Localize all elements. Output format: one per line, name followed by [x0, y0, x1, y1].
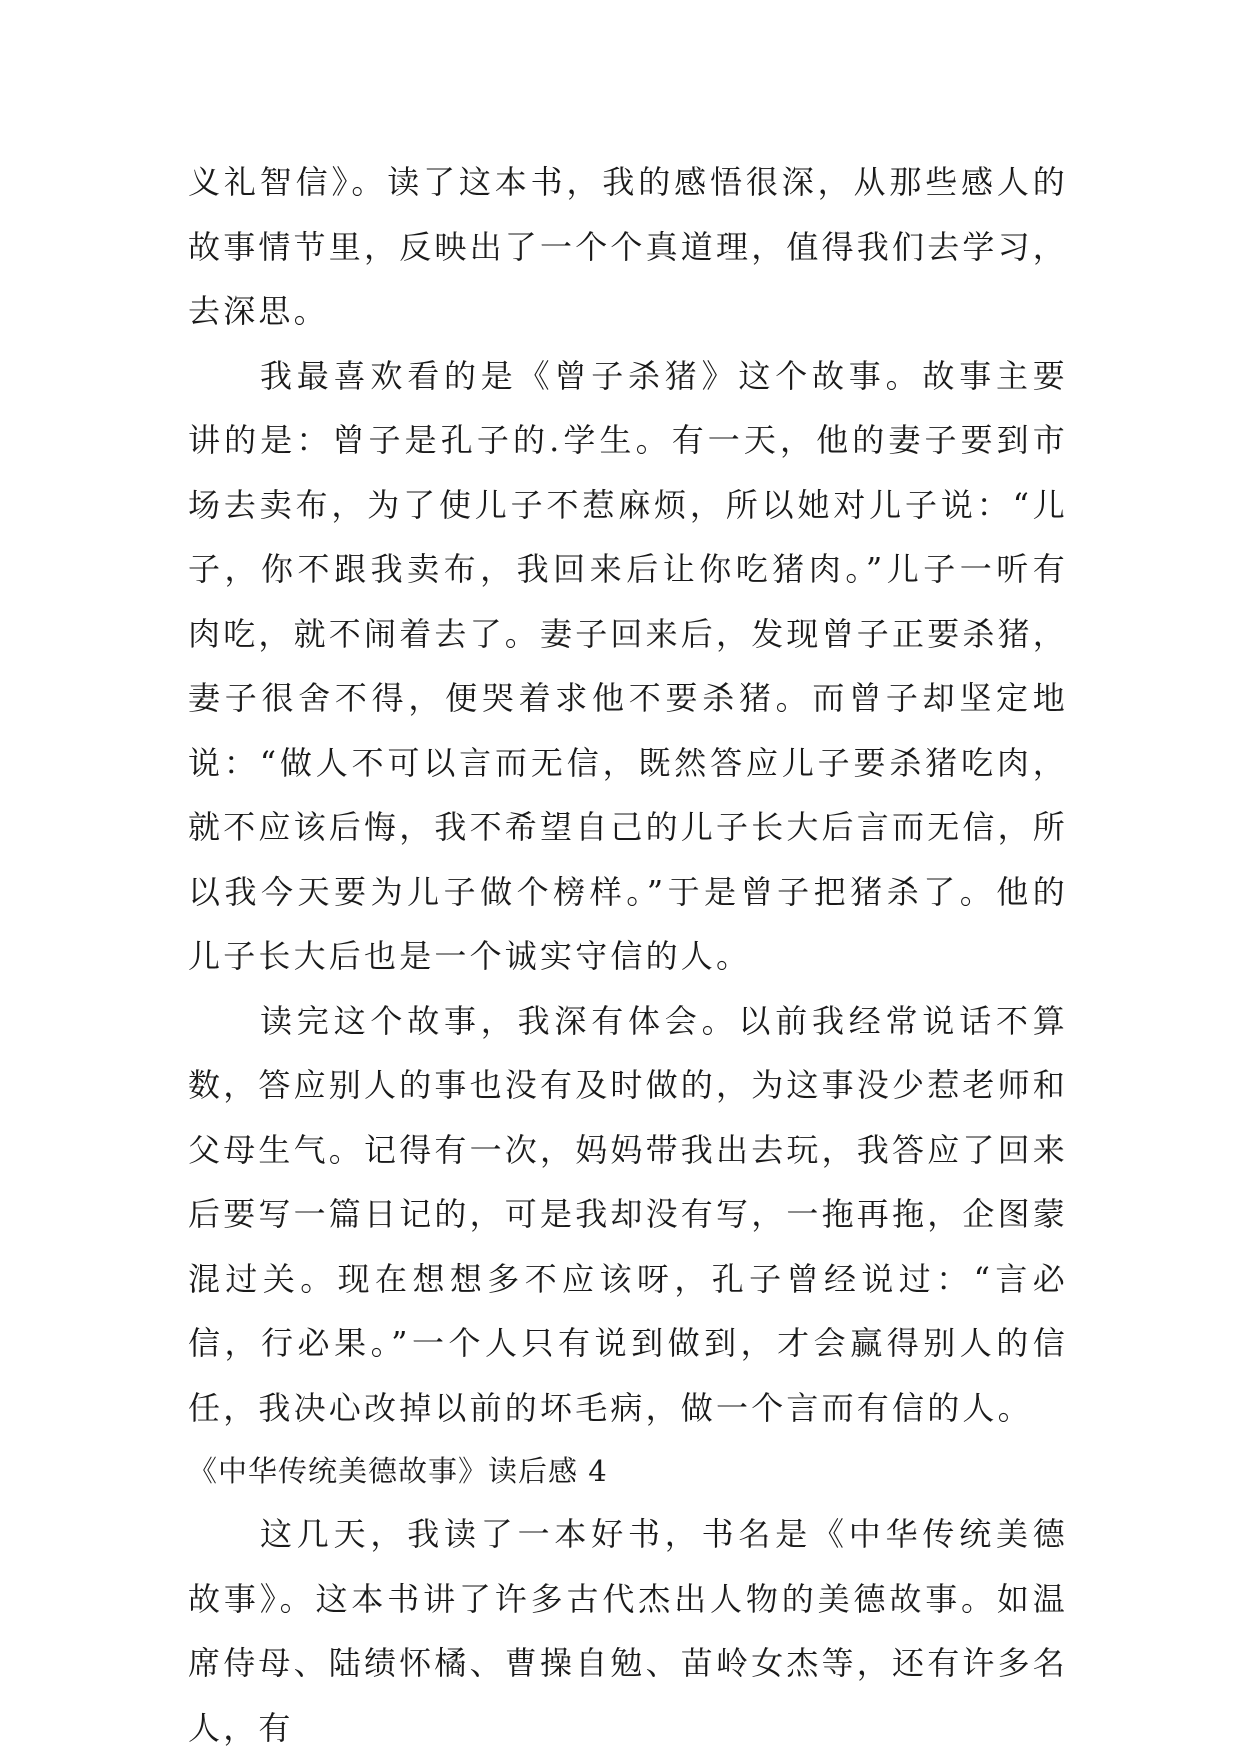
- document-body: [188, 150, 1068, 1760]
- section-heading: 《中华传统美德故事》读后感 4: [188, 1454, 608, 1488]
- paragraph-reflection: 读完这个故事，我深有体会。以前我经常说话不算数，答应别人的事也没有及时做的，为这事没少惹老师和父母生气。记得有一次，妈妈带我出去玩，我答应了回来后要写一篇日记的，可是我却没有写，一拖再拖，企图蒙混过关。现在想想多不应该呀，孔子曾经说过：“言必信，行必果。”一个人只有说到做到，才会赢得别人的信任，我决心改掉以前的坏毛病，做一个言而有信的人。: [188, 1001, 1069, 1427]
- paragraph-section-intro: 这几天，我读了一本好书，书名是《中华传统美德故事》。这本书讲了许多古代杰出人物的美德故事。如温席侍母、陆绩怀橘、曹操自勉、苗岭女杰等，还有许多名人，有: [188, 1515, 1069, 1747]
- paragraph-zengzi-story: 我最喜欢看的是《曾子杀猪》这个故事。故事主要讲的是：曾子是孔子的.学生。有一天，他的妻子要到市场去卖布，为了使儿子不惹麻烦，所以她对儿子说：“儿子，你不跟我卖布，我回来后让你吃猪肉。”儿子一听有肉吃，就不闹着去了。妻子回来后，发现曾子正要杀猪，妻子很舍不得，便哭着求他不要杀猪。而曾子却坚定地说：“做人不可以言而无信，既然答应儿子要杀猪吃肉，就不应该后悔，我不希望自己的儿子长大后言而无信，所以我今天要为儿子做个榜样。”于是曾子把猪杀了。他的儿子长大后也是一个诚实守信的人。: [188, 356, 1069, 975]
- paragraph-continuation: 义礼智信》。读了这本书，我的感悟很深，从那些感人的故事情节里，反映出了一个个真道理，值得我们去学习，去深思。: [188, 163, 1069, 330]
